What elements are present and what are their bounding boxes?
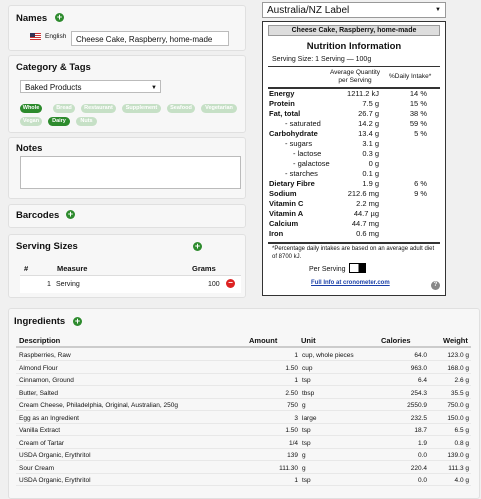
nutrient-name: Fat, total	[269, 109, 301, 118]
nutrition-title: Nutrition Information	[306, 41, 402, 52]
nutrient-row	[269, 149, 439, 159]
nutrient-name: - starches	[285, 169, 318, 178]
category-select-value: Baked Products	[25, 83, 82, 92]
ingredient-calories: 6.4	[417, 377, 427, 384]
notes-textarea[interactable]	[20, 156, 241, 189]
ingredient-unit: tsp	[302, 427, 311, 434]
ing-col-unit: Unit	[301, 336, 316, 345]
ingredient-calories: 18.7	[414, 427, 427, 434]
ingredient-weight: 0.8 g	[454, 439, 469, 447]
names-title: Names	[16, 13, 48, 24]
ingredient-calories: 220.4	[410, 464, 427, 472]
label-select[interactable]	[262, 2, 446, 18]
nutrient-dv: 6 %	[414, 179, 427, 188]
ingredient-unit: tbsp	[302, 389, 315, 397]
ingredient-calories: 64.0	[414, 352, 427, 359]
ingredient-unit: tsp	[302, 377, 311, 384]
serving-title: Serving Sizes	[16, 241, 78, 252]
nutrient-name: Calcium	[269, 219, 299, 228]
nutrient-name: - galactose	[293, 159, 330, 168]
nutrient-name: Iron	[269, 229, 284, 238]
ingredient-amount: 3	[294, 414, 298, 422]
ingredient-calories: 254.3	[410, 389, 427, 397]
nutrition-bottom-rule	[268, 242, 440, 244]
notes-title: Notes	[16, 143, 43, 154]
tag-dairy[interactable]: Dairy	[48, 117, 70, 126]
ingredient-weight: 139.0 g	[447, 452, 469, 459]
ingredient-unit: cup	[302, 364, 313, 372]
tag-vegetarian[interactable]: Vegetarian	[201, 104, 237, 113]
ingredient-row[interactable]	[16, 463, 471, 474]
ingredients-title: Ingredients	[14, 316, 66, 327]
nutrient-dv: 9 %	[414, 189, 427, 198]
ingredient-description: Cream Cheese, Philadelphia, Original, Australian, 250g	[19, 402, 178, 409]
ingredient-unit: tsp	[302, 439, 311, 447]
nutrient-row	[269, 159, 439, 169]
tag-bread[interactable]: Bread	[53, 104, 75, 113]
tag-restaurant[interactable]: Restaurant	[81, 104, 116, 113]
ingredient-description: Butter, Salted	[19, 389, 59, 397]
ingredient-unit: large	[302, 414, 317, 422]
ingredient-weight: 750.0 g	[447, 402, 469, 409]
ingredient-weight: 6.5 g	[454, 427, 469, 434]
per-serving-label: Per Serving	[309, 266, 346, 273]
chevron-down-icon: ▼	[151, 85, 157, 91]
nutrient-row	[269, 169, 439, 179]
nutrient-row	[269, 109, 439, 119]
add-barcode-icon[interactable]: +	[67, 209, 74, 219]
serving-col-num: #	[24, 264, 29, 273]
nutrient-dv: 15 %	[409, 99, 427, 108]
tag-vegan[interactable]: Vegan	[20, 117, 42, 126]
serving-row-grams[interactable]: 100	[208, 281, 220, 288]
nutrient-row	[269, 219, 439, 229]
remove-serving-icon[interactable]: −	[226, 279, 235, 288]
category-title: Category & Tags	[16, 62, 91, 73]
nutrient-name: Protein	[269, 99, 295, 108]
nutrient-name: - sugars	[285, 139, 313, 148]
add-serving-icon[interactable]: +	[194, 241, 201, 251]
label-select-value: Australia/NZ Label	[267, 5, 350, 16]
nutrient-name: Energy	[269, 89, 295, 98]
ingredient-weight: 4.0 g	[454, 477, 469, 484]
nutrient-amount: 0 g	[368, 159, 379, 168]
nutrient-row	[269, 189, 439, 199]
ingredient-amount: 139	[287, 452, 298, 459]
ingredient-unit: g	[302, 402, 306, 409]
ingredient-weight: 2.6 g	[454, 377, 469, 384]
ing-col-description: Description	[19, 336, 61, 345]
nutrient-row	[269, 199, 439, 209]
ingredient-amount: 111.30	[279, 464, 298, 472]
chevron-down-icon: ▼	[435, 7, 441, 13]
per-serving-toggle[interactable]	[349, 263, 366, 273]
nutrient-amount: 14.2 g	[358, 119, 379, 128]
nutrient-row	[269, 179, 439, 189]
serving-row-measure: Serving	[56, 281, 80, 288]
nutrient-name: Carbohydrate	[269, 129, 318, 138]
ingredient-calories: 1.9	[417, 439, 427, 447]
ingredient-amount: 750	[287, 402, 298, 409]
nutrient-amount: 26.7 g	[358, 109, 379, 118]
nutrient-amount: 13.4 g	[358, 129, 379, 138]
add-name-icon[interactable]: +	[56, 12, 63, 22]
nutrient-dv: 14 %	[409, 89, 427, 98]
tag-whole[interactable]: Whole	[20, 104, 42, 113]
nutrient-row	[269, 209, 439, 219]
ingredient-calories: 2550.9	[407, 402, 427, 409]
serving-row	[20, 275, 241, 293]
nutrient-name: Dietary Fibre	[269, 179, 315, 188]
tag-nuts[interactable]: Nuts	[76, 117, 97, 126]
ing-col-weight: Weight	[443, 336, 468, 345]
ingredient-row[interactable]	[16, 450, 471, 461]
ingredient-row[interactable]	[16, 350, 471, 361]
cronometer-link[interactable]: Full Info at cronometer.com	[311, 280, 390, 286]
ingredient-description: USDA Organic, Erythritol	[19, 477, 91, 484]
ingredient-unit: g	[302, 452, 306, 459]
ingredient-amount: 1	[294, 377, 298, 384]
nutrient-row	[269, 139, 439, 149]
ingredient-amount: 1.50	[285, 427, 298, 434]
nutrition-food-name: Cheese Cake, Raspberry, home-made	[268, 25, 440, 36]
nutrition-top-rule	[268, 66, 440, 67]
serving-col-grams: Grams	[192, 264, 216, 273]
ingredient-description: Raspberries, Raw	[19, 352, 71, 359]
nutrient-dv: 38 %	[409, 109, 427, 118]
ingredient-calories: 0.0	[417, 477, 427, 484]
ingredient-amount: 2.50	[285, 389, 298, 397]
ingredient-row[interactable]	[16, 425, 471, 436]
ingredient-description: Egg as an Ingredient	[19, 414, 79, 422]
ingredient-unit: cup, whole pieces	[302, 352, 354, 359]
ingredient-description: Vanilla Extract	[19, 427, 61, 434]
nutrient-dv: 5 %	[414, 129, 427, 138]
help-icon[interactable]: ?	[431, 281, 440, 290]
nutrient-name: - lactose	[293, 149, 322, 158]
ingredient-calories: 963.0	[410, 364, 427, 372]
ingredient-row[interactable]	[16, 400, 471, 411]
col-avg-header: Average Quantity per Serving	[329, 69, 381, 84]
ingredient-description: Cream of Tartar	[19, 439, 65, 447]
daily-intake-footnote: *Percentage daily intakes are based on an average adult diet of 8700 kJ.	[272, 246, 435, 260]
nutrient-amount: 0.1 g	[362, 169, 379, 178]
ingredient-unit: tsp	[302, 477, 311, 484]
nutrient-amount: 0.6 mg	[356, 229, 379, 238]
barcodes-title: Barcodes	[16, 210, 60, 221]
ingredient-row[interactable]	[16, 388, 471, 399]
ingredient-amount: 1	[294, 477, 298, 484]
serving-col-measure: Measure	[57, 264, 88, 273]
nutrient-row	[269, 129, 439, 139]
ingredient-calories: 232.5	[410, 414, 427, 422]
tag-seafood[interactable]: Seafood	[167, 104, 195, 113]
nutrient-amount: 2.2 mg	[356, 199, 379, 208]
add-ingredient-icon[interactable]: +	[74, 316, 81, 326]
ing-col-amount: Amount	[249, 336, 278, 345]
name-input[interactable]: Cheese Cake, Raspberry, home-made	[71, 31, 229, 46]
nutrient-row	[269, 119, 439, 129]
category-select[interactable]	[20, 80, 161, 93]
ingredient-row[interactable]	[16, 413, 471, 424]
ingredient-row[interactable]	[16, 438, 471, 449]
ingredient-calories: 0.0	[417, 452, 427, 459]
ingredient-row[interactable]	[16, 475, 471, 486]
language-label: English	[45, 33, 67, 40]
ingredient-description: Almond Flour	[19, 364, 58, 372]
nutrient-amount: 44.7 µg	[353, 209, 379, 218]
ingredient-weight: 35.5 g	[450, 389, 469, 397]
nutrient-name: - saturated	[285, 119, 321, 128]
ing-col-calories: Calories	[381, 336, 411, 345]
ingredient-weight: 123.0 g	[447, 352, 469, 359]
ingredient-amount: 1.50	[285, 364, 298, 372]
col-dv-header: %Daily Intake*	[389, 73, 432, 80]
nutrient-dv: 59 %	[409, 119, 427, 128]
tag-supplement[interactable]: Supplement	[122, 104, 161, 113]
nutrient-amount: 212.6 mg	[347, 189, 379, 198]
ingredient-unit: g	[302, 464, 306, 472]
ingredients-header-row	[16, 334, 471, 348]
serving-size-text: Serving Size: 1 Serving — 100g	[272, 56, 372, 63]
flag-icon	[30, 33, 41, 40]
ingredient-weight: 111.3 g	[448, 464, 469, 472]
ingredient-description: Cinnamon, Ground	[19, 377, 74, 384]
nutrient-amount: 44.7 mg	[351, 219, 379, 228]
nutrition-label	[262, 21, 446, 296]
ingredient-amount: 1/4	[288, 439, 298, 447]
nutrient-name: Vitamin C	[269, 199, 304, 208]
ingredient-weight: 168.0 g	[447, 364, 469, 372]
ingredient-weight: 150.0 g	[447, 414, 469, 422]
ingredient-amount: 1	[294, 352, 298, 359]
ingredient-description: Sour Cream	[19, 464, 55, 472]
nutrient-amount: 1.9 g	[362, 179, 379, 188]
nutrient-name: Vitamin A	[269, 209, 304, 218]
nutrient-row	[269, 229, 439, 239]
ingredient-description: USDA Organic, Erythritol	[19, 452, 91, 459]
serving-row-num: 1	[47, 281, 51, 288]
ingredient-row[interactable]	[16, 375, 471, 386]
nutrient-amount: 1211.2 kJ	[347, 89, 379, 98]
nutrient-row	[269, 89, 439, 99]
ingredient-row[interactable]	[16, 363, 471, 374]
nutrient-amount: 7.5 g	[362, 99, 379, 108]
nutrient-amount: 0.3 g	[362, 149, 379, 158]
nutrient-name: Sodium	[269, 189, 297, 198]
nutrient-amount: 3.1 g	[362, 139, 379, 148]
nutrient-row	[269, 99, 439, 109]
